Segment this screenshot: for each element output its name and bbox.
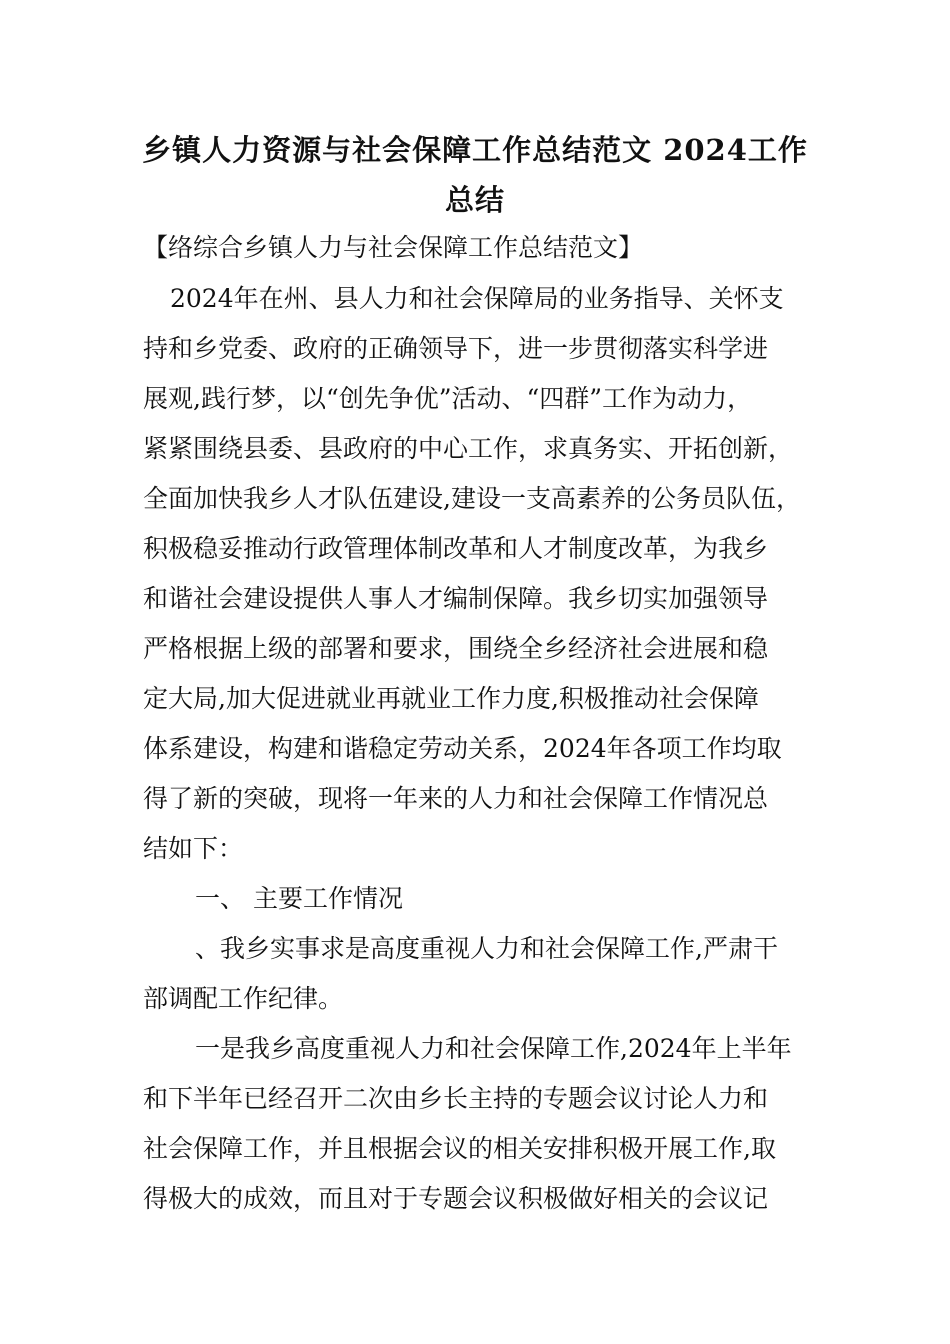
paragraph-line: 积极稳妥推动行政管理体制改革和人才制度改革，为我乡 — [143, 534, 769, 563]
paragraph-line: 得了新的突破，现将一年来的人力和社会保障工作情况总 — [143, 784, 769, 813]
paragraph-line: 和谐社会建设提供人事人才编制保障。我乡切实加强领导 — [143, 584, 769, 613]
section-heading: 一、 主要工作情况 — [195, 884, 403, 913]
paragraph-line: 紧紧围绕县委、县政府的中心工作，求真务实、开拓创新， — [143, 434, 794, 463]
paragraph-line: 严格根据上级的部署和要求，围绕全乡经济社会进展和稳 — [143, 634, 769, 663]
paragraph-line: 2024年在州、县人力和社会保障局的业务指导、关怀支 — [170, 284, 784, 313]
paragraph-line: 体系建设，构建和谐稳定劳动关系，2024年各项工作均取 — [143, 734, 782, 763]
paragraph-line: 得极大的成效，而且对于专题会议积极做好相关的会议记 — [143, 1184, 769, 1213]
paragraph-line: 和下半年已经召开二次由乡长主持的专题会议讨论人力和 — [143, 1084, 769, 1113]
paragraph-line: 一是我乡高度重视人力和社会保障工作,2024年上半年 — [195, 1034, 792, 1063]
paragraph-line: 展观,践行梦，以“创先争优”活动、“四群”工作为动力， — [143, 384, 753, 413]
paragraph-line: 结如下： — [143, 834, 244, 863]
paragraph-line: 部调配工作纪律。 — [143, 984, 344, 1013]
paragraph-line: 定大局,加大促进就业再就业工作力度,积极推动社会保障 — [143, 684, 759, 713]
paragraph-line: 社会保障工作，并且根据会议的相关安排积极开展工作,取 — [143, 1134, 776, 1163]
paragraph-line: 全面加快我乡人才队伍建设,建设一支高素养的公务员队伍， — [143, 484, 801, 513]
document-title-line-2: 总结 — [444, 183, 505, 217]
paragraph-line: 、我乡实事求是高度重视人力和社会保障工作,严肃干 — [195, 934, 778, 963]
document-subtitle: 【络综合乡镇人力与社会保障工作总结范文】 — [143, 233, 644, 262]
document-title-line-1: 乡镇人力资源与社会保障工作总结范文 2024工作 — [142, 133, 808, 167]
paragraph-line: 持和乡党委、政府的正确领导下，进一步贯彻落实科学进 — [143, 334, 769, 363]
